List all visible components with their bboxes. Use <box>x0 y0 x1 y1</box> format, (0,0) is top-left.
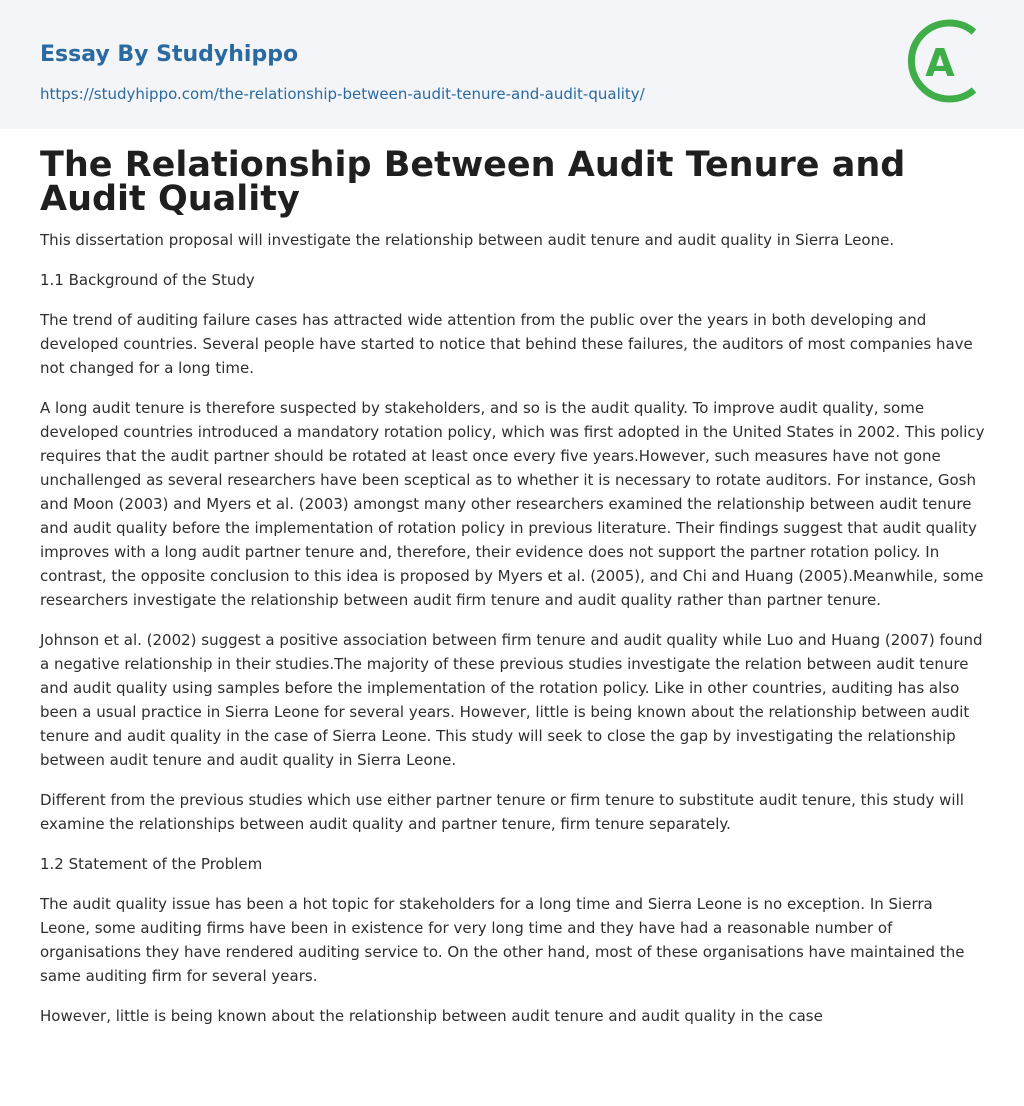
paragraph-intro: This dissertation proposal will investigate the relationship between audit tenure and audit quality in Sierra Leone. <box>40 231 895 249</box>
section-heading-background: 1.1 Background of the Study <box>40 271 255 289</box>
paragraph-truncated: However, little is being known about the relationship between audit tenure and audit quality in the case <box>40 1007 823 1025</box>
essay-url-link[interactable]: https://studyhippo.com/the-relationship-between-audit-tenure-and-audit-quality/ <box>40 85 645 103</box>
paragraph: The trend of auditing failure cases has attracted wide attention from the public over the years in both developing and developed countries. Several people have started to notice that behind these failures, the auditors of most companies have not changed for a long time. <box>40 311 973 377</box>
article-title: The Relationship Between Audit Tenure and Audit Quality <box>40 145 906 219</box>
site-header <box>0 0 1024 129</box>
brand-title[interactable]: Essay By Studyhippo <box>40 42 299 67</box>
paragraph: The audit quality issue has been a hot topic for stakeholders for a long time and Sierra Leone is no exception. In Sierra Leone, some auditing firms have been in existence for very long time and they have had a reasonable number of organisations they have rendered auditing service to. On the other hand, most of these organisations have maintained the same auditing firm for several years. <box>40 895 965 985</box>
paragraph: Johnson et al. (2002) suggest a positive association between firm tenure and audit quality while Luo and Huang (2007) found a negative relationship in their studies.The majority of these previous studies investigate the relation between audit tenure and audit quality using samples before the implementation of the rotation policy. Like in other countries, auditing has also been a usual practice in Sierra Leone for several years. However, little is being known about the relationship between audit tenure and audit quality in the case of Sierra Leone. This study will seek to close the gap by investigating the relationship between audit tenure and audit quality in Sierra Leone. <box>40 631 983 769</box>
article-body <box>40 145 985 1044</box>
paragraph: Different from the previous studies which use either partner tenure or firm tenure to substitute audit tenure, this study will examine the relationships between audit quality and partner tenure, firm tenure separately. <box>40 791 964 833</box>
paragraph: A long audit tenure is therefore suspected by stakeholders, and so is the audit quality. To improve audit quality, some developed countries introduced a mandatory rotation policy, which was first adopted in the United States in 2002. This policy requires that the audit partner should be rotated at least once every five years.However, such measures have not gone unchallenged as several researchers have been sceptical as to whether it is necessary to rotate auditors. For instance, Gosh and Moon (2003) and Myers et al. (2003) amongst many other researchers examined the relationship between audit tenure and audit quality before the implementation of rotation policy in previous literature. Their findings suggest that audit quality improves with a long audit partner tenure and, therefore, their evidence does not support the partner rotation policy. In contrast, the opposite conclusion to this idea is proposed by Myers et al. (2005), and Chi and Huang (2005).Meanwhile, some researchers investigate the relationship between audit firm tenure and audit quality rather than partner tenure. <box>40 399 985 609</box>
studyhippo-logo-icon[interactable] <box>908 18 988 106</box>
logo-letter: A <box>925 41 955 85</box>
section-heading-problem: 1.2 Statement of the Problem <box>40 855 263 873</box>
